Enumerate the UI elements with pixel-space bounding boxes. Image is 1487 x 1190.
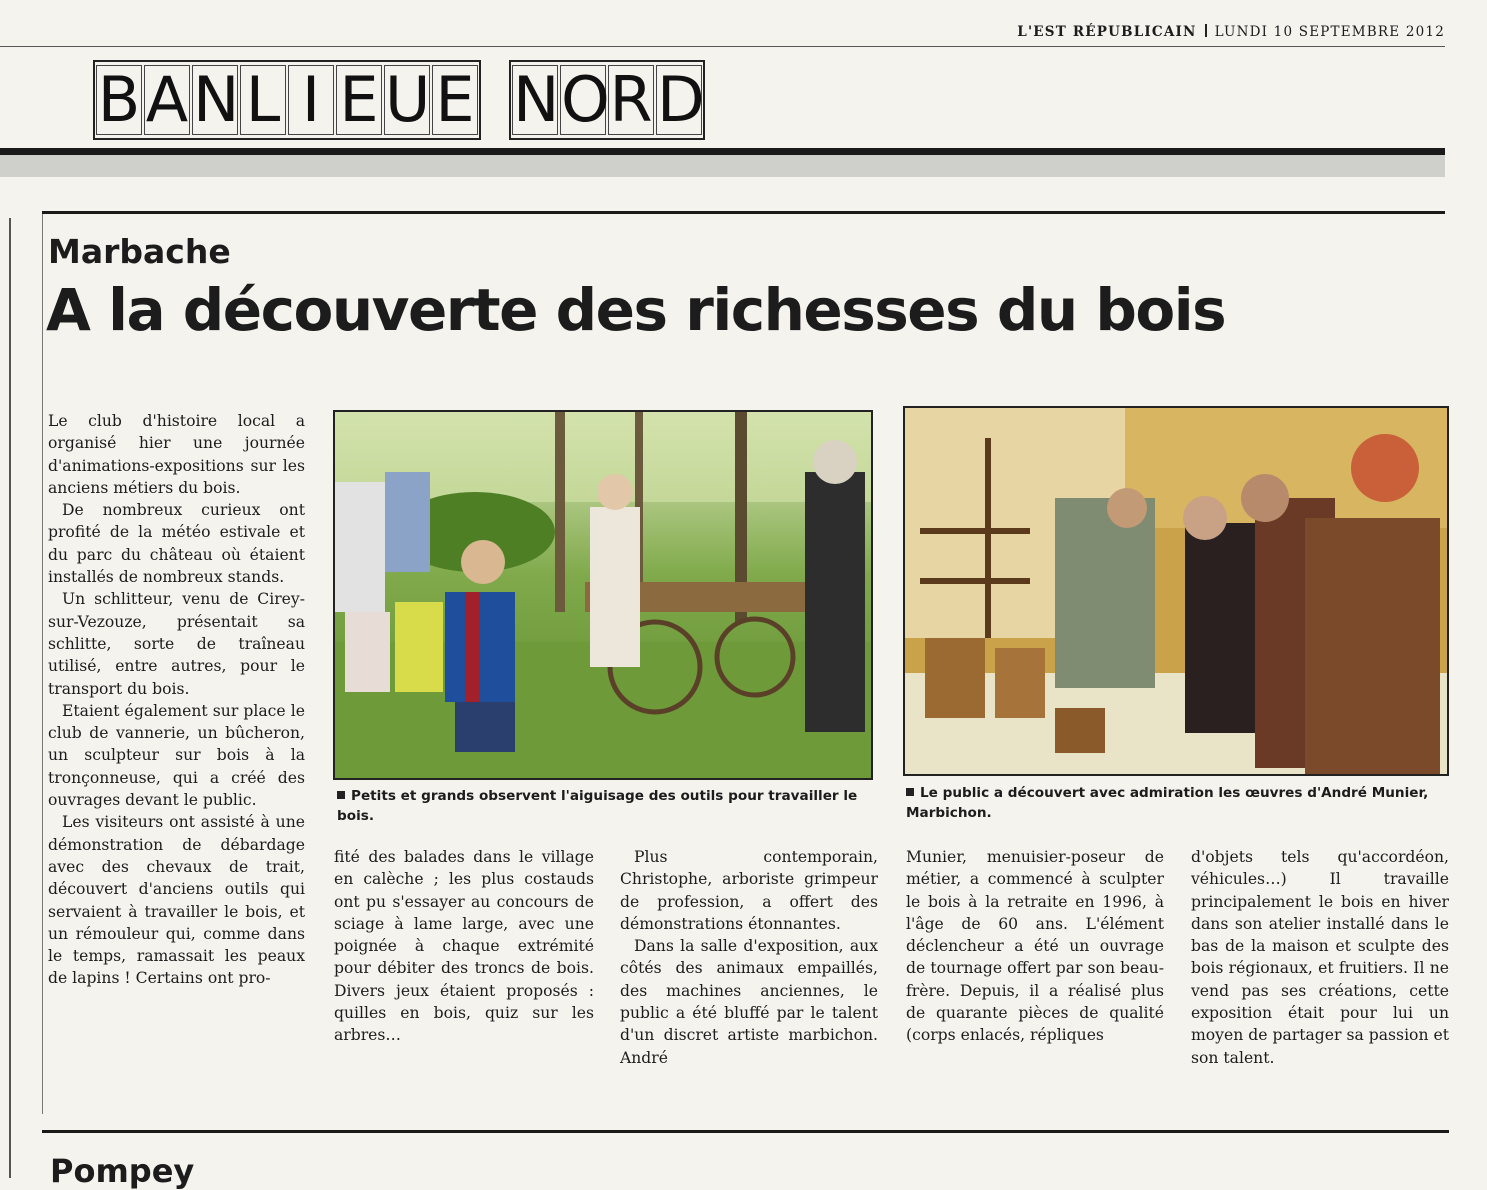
- photo-tool-sharpening-image: [335, 412, 871, 778]
- paragraph: d'objets tels qu'accordéon, véhicules…) Il travaille principalement le bois en hiver dans son atelier installé dans le bas de la maison et sculpte des bois régionaux, et fruitiers. Il ne vend pas ses créations, cette exposition était pour lui un moyen de partager sa passion et son talent.: [1191, 848, 1449, 1067]
- newspaper-name: L'EST RÉPUBLICAIN: [1017, 24, 1197, 40]
- article-headline: A la découverte des richesses du bois: [46, 276, 1226, 344]
- next-article-rule: [42, 1130, 1449, 1133]
- photo-tool-sharpening: [333, 410, 873, 780]
- masthead: [1017, 24, 1445, 40]
- section-shadow-band: [0, 155, 1445, 177]
- article-left-rule: [42, 214, 43, 1114]
- section-letter: E: [432, 65, 478, 135]
- section-letter: L: [240, 65, 286, 135]
- article-column-3: [620, 846, 878, 1069]
- column-divider: [9, 218, 11, 1178]
- section-word-2: [509, 60, 705, 140]
- section-letter: I: [288, 65, 334, 135]
- caption-bullet-icon: [337, 791, 345, 799]
- article-column-5: [1191, 846, 1449, 1069]
- paragraph: Plus contemporain, Christophe, arboriste grimpeur de profession, a offert des démonstrations étonnantes.: [620, 848, 878, 933]
- section-word-1: [93, 60, 481, 140]
- photo-caption-2: [906, 783, 1451, 823]
- issue-date: LUNDI 10 SEPTEMBRE 2012: [1214, 24, 1445, 40]
- article-column-2: [334, 846, 594, 1047]
- section-letter: O: [561, 63, 610, 136]
- section-letter: N: [193, 63, 240, 136]
- paragraph: De nombreux curieux ont profité de la météo estivale et du parc du château où étaient installés de nombreux stands.: [48, 501, 305, 587]
- section-letter: U: [385, 63, 431, 136]
- photo-caption-1: [337, 786, 877, 826]
- photo-exhibition-image: [905, 408, 1447, 774]
- section-letter: E: [336, 65, 382, 135]
- article-kicker: Marbache: [48, 232, 231, 271]
- paragraph: Dans la salle d'exposition, aux côtés des animaux empaillés, des machines anciennes, le public a été bluffé par le talent d'un discret artiste marbichon. André: [620, 937, 878, 1067]
- caption-text: Petits et grands observent l'aiguisage des outils pour travailler le bois.: [337, 788, 858, 824]
- paragraph: fité des balades dans le village en calèche ; les plus costauds ont pu s'essayer au concours de sciage à lame large, avec une poignée à chaque extrémité pour débiter des troncs de bois. Divers jeux étaient proposés : quilles en bois, quiz sur les arbres…: [334, 848, 594, 1045]
- paragraph: Etaient également sur place le club de vannerie, un bûcheron, un sculpteur sur bois à la tronçonneuse, qui a créé des ouvrages devant le public.: [48, 701, 305, 810]
- caption-bullet-icon: [906, 788, 914, 796]
- section-letter: D: [657, 63, 705, 136]
- masthead-separator: [1205, 24, 1207, 37]
- section-letter: B: [97, 63, 141, 136]
- paragraph: Le club d'histoire local a organisé hier une journée d'animations-expositions sur les anciens métiers du bois.: [48, 412, 305, 497]
- article-column-4: [906, 846, 1164, 1047]
- paragraph: Munier, menuisier-poseur de métier, a commencé à sculpter le bois à la retraite en 1996, à l'âge de 60 ans. L'élément déclencheur a été un ouvrage de tournage offert par son beau-frère. Depuis, il a réalisé plus de quarante pièces de qualité (corps enlacés, répliques: [906, 848, 1164, 1045]
- section-letter: N: [513, 63, 560, 136]
- next-article-kicker: Pompey: [50, 1152, 195, 1190]
- caption-text: Le public a découvert avec admiration les œuvres d'André Munier, Marbichon.: [906, 785, 1429, 821]
- top-rule: [0, 46, 1445, 47]
- section-letter: R: [609, 63, 653, 136]
- section-rule: [0, 148, 1445, 155]
- paragraph: Les visiteurs ont assisté à une démonstration de débardage avec des chevaux de trait, découvert d'anciens outils qui servaient à travailler le bois, et un rémouleur qui, comme dans le temps, ramassait les peaux de lapins ! Certains ont pro-: [48, 813, 305, 988]
- photo-exhibition: [903, 406, 1449, 776]
- article-column-1: [48, 410, 305, 990]
- paragraph: Un schlitteur, venu de Cirey-sur-Vezouze, présentait sa schlitte, sorte de traîneau utilisé, entre autres, pour le transport du bois.: [48, 590, 305, 698]
- section-letter: A: [145, 63, 189, 136]
- section-banner: [93, 60, 705, 140]
- article-top-rule: [42, 211, 1445, 214]
